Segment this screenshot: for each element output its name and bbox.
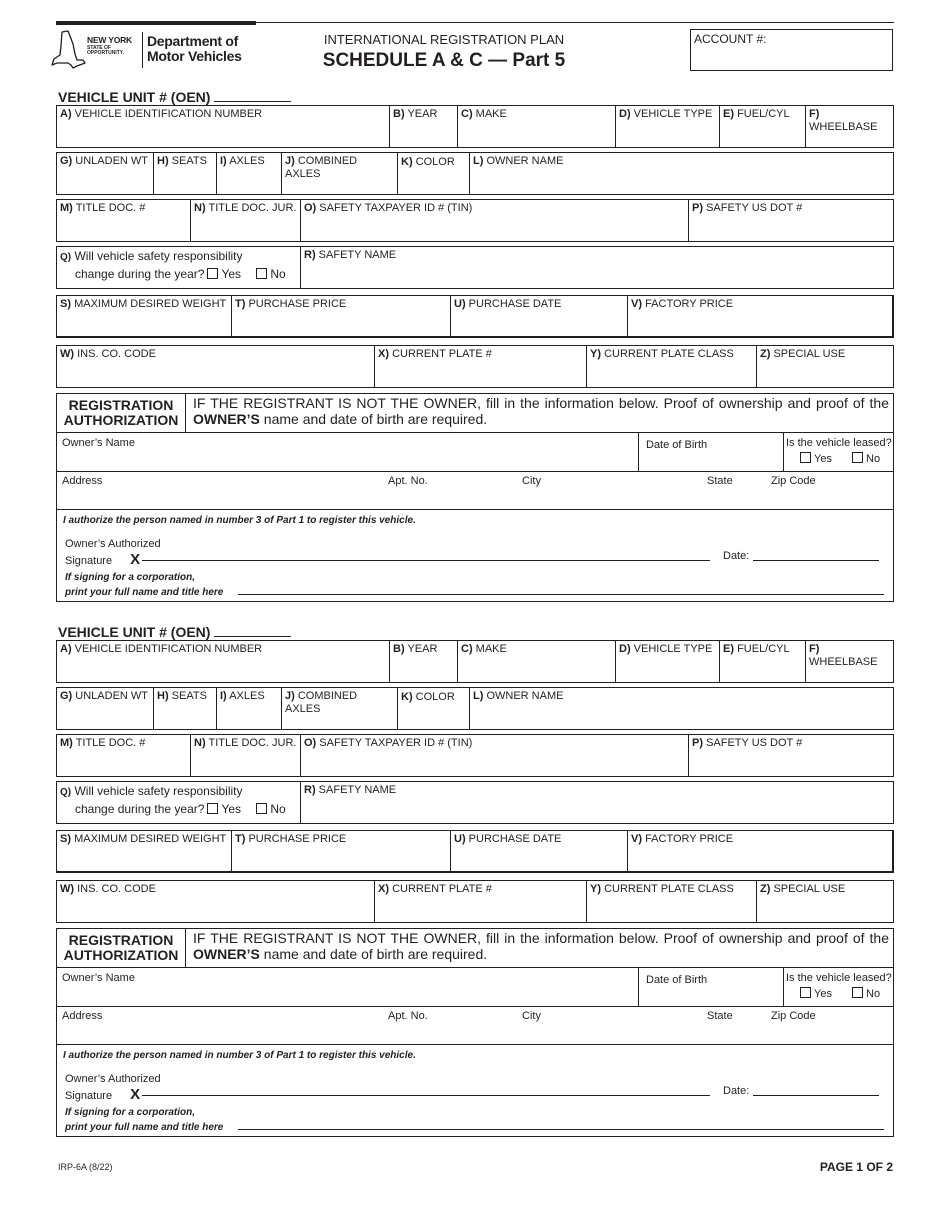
title-doc-jurisdiction-field[interactable]: N) TITLE DOC. JUR. bbox=[190, 200, 300, 241]
vehicle-unit-number-field[interactable] bbox=[214, 90, 291, 102]
title-doc-number-field[interactable]: M) TITLE DOC. # bbox=[60, 202, 146, 214]
vin-field[interactable]: A) VEHICLE IDENTIFICATION NUMBER bbox=[60, 643, 263, 655]
signature-date-line[interactable] bbox=[753, 1095, 879, 1096]
wheelbase-field[interactable]: F) WHEELBASE bbox=[805, 641, 893, 682]
leased-no-checkbox[interactable] bbox=[852, 452, 863, 463]
safety-responsibility-question: Q) Will vehicle safety responsibility change during the year? Yes No bbox=[60, 249, 286, 281]
vehicle-type-field[interactable]: D) VEHICLE TYPE bbox=[615, 106, 719, 147]
signature-date-label: Date: bbox=[723, 550, 750, 562]
owner-dob-field[interactable]: Date of Birth bbox=[646, 439, 708, 451]
agency-name: Department of Motor Vehicles bbox=[147, 33, 242, 64]
registration-authorization-section bbox=[56, 393, 894, 602]
special-use-field[interactable]: Z) SPECIAL USE bbox=[756, 346, 893, 387]
leased-no-option: No bbox=[849, 452, 880, 465]
registration-authorization-label: REGISTRATION AUTHORIZATION bbox=[57, 394, 186, 432]
safety-name-field[interactable]: R) SAFETY NAME bbox=[300, 247, 893, 288]
corporation-signer-note: If signing for a corporation, print your full name and title here bbox=[65, 572, 224, 598]
vehicle-row-3 bbox=[56, 734, 894, 777]
new-york-state-icon bbox=[50, 30, 86, 70]
leased-question: Is the vehicle leased? bbox=[786, 437, 892, 449]
dmv-logo bbox=[50, 30, 260, 72]
header-rule-thin bbox=[256, 22, 894, 23]
corporation-signer-note: If signing for a corporation, print your full name and title here bbox=[65, 1107, 224, 1133]
seats-field[interactable]: H) SEATS bbox=[153, 153, 216, 194]
safety-change-yes-checkbox[interactable] bbox=[207, 268, 218, 279]
combined-axles-field[interactable]: J) COMBINED AXLES bbox=[281, 688, 397, 729]
owner-signature-label: Owner’s Authorized Signature X bbox=[65, 1073, 161, 1103]
fuel-cyl-field[interactable]: E) FUEL/CYL bbox=[719, 641, 805, 682]
vehicle-row-5 bbox=[56, 830, 894, 873]
vehicle-unit-title: VEHICLE UNIT # (OEN) bbox=[58, 89, 291, 105]
current-plate-class-field[interactable]: Y) CURRENT PLATE CLASS bbox=[586, 881, 756, 922]
leased-no-checkbox[interactable] bbox=[852, 987, 863, 998]
signature-date-line[interactable] bbox=[753, 560, 879, 561]
safety-us-dot-field[interactable]: P) SAFETY US DOT # bbox=[688, 735, 893, 776]
corporation-name-title-line[interactable] bbox=[238, 1129, 884, 1130]
purchase-date-field[interactable]: U) PURCHASE DATE bbox=[450, 831, 627, 873]
unladen-weight-field[interactable]: G) UNLADEN WT bbox=[60, 155, 149, 167]
account-number-field[interactable]: ACCOUNT #: bbox=[690, 29, 893, 71]
authorization-instructions: IF THE REGISTRANT IS NOT THE OWNER, fill in the information below. Proof of ownership and proof of the OWNER’S name and date of birth are required. bbox=[193, 395, 889, 427]
year-field[interactable]: B) YEAR bbox=[389, 641, 457, 682]
max-desired-weight-field[interactable]: S) MAXIMUM DESIRED WEIGHT bbox=[60, 298, 227, 310]
logo-state-of: STATE OF OPPORTUNITY. bbox=[87, 45, 124, 57]
year-field[interactable]: B) YEAR bbox=[389, 106, 457, 147]
current-plate-class-field[interactable]: Y) CURRENT PLATE CLASS bbox=[586, 346, 756, 387]
authorization-statement: I authorize the person named in number 3 of Part 1 to register this vehicle. bbox=[63, 515, 416, 526]
apt-number-field[interactable]: Apt. No. bbox=[388, 1010, 428, 1022]
vehicle-row-1 bbox=[56, 640, 894, 683]
leased-yes-checkbox[interactable] bbox=[800, 987, 811, 998]
vehicle-row-4 bbox=[56, 246, 894, 289]
address-field[interactable]: Address bbox=[62, 475, 103, 487]
leased-yes-option: Yes bbox=[797, 452, 832, 465]
vehicle-row-1 bbox=[56, 105, 894, 148]
fuel-cyl-field[interactable]: E) FUEL/CYL bbox=[719, 106, 805, 147]
vehicle-row-6 bbox=[56, 345, 894, 388]
safety-change-no-checkbox[interactable] bbox=[256, 268, 267, 279]
factory-price-field[interactable]: V) FACTORY PRICE bbox=[627, 831, 891, 873]
safety-change-no-checkbox[interactable] bbox=[256, 803, 267, 814]
safety-tin-field[interactable]: O) SAFETY TAXPAYER ID # (TIN) bbox=[300, 200, 688, 241]
owner-signature-label: Owner’s Authorized Signature X bbox=[65, 538, 161, 568]
unladen-weight-field[interactable]: G) UNLADEN WT bbox=[60, 690, 149, 702]
title-doc-jurisdiction-field[interactable]: N) TITLE DOC. JUR. bbox=[190, 735, 300, 776]
title-doc-number-field[interactable]: M) TITLE DOC. # bbox=[60, 737, 146, 749]
owner-dob-field[interactable]: Date of Birth bbox=[646, 974, 708, 986]
zip-code-field[interactable]: Zip Code bbox=[771, 1010, 816, 1022]
make-field[interactable]: C) MAKE bbox=[457, 641, 615, 682]
leased-no-option: No bbox=[849, 987, 880, 1000]
wheelbase-field[interactable]: F) WHEELBASE bbox=[805, 106, 893, 147]
state-field[interactable]: State bbox=[707, 475, 733, 487]
owner-name-field[interactable]: L) OWNER NAME bbox=[469, 153, 893, 194]
city-field[interactable]: City bbox=[522, 1010, 541, 1022]
zip-code-field[interactable]: Zip Code bbox=[771, 475, 816, 487]
safety-name-field[interactable]: R) SAFETY NAME bbox=[300, 782, 893, 823]
corporation-name-title-line[interactable] bbox=[238, 594, 884, 595]
purchase-date-field[interactable]: U) PURCHASE DATE bbox=[450, 296, 627, 338]
vehicle-unit-number-field[interactable] bbox=[214, 625, 291, 637]
max-desired-weight-field[interactable]: S) MAXIMUM DESIRED WEIGHT bbox=[60, 833, 227, 845]
color-field[interactable]: K) COLOR bbox=[397, 688, 469, 729]
header-rule-thick bbox=[56, 21, 256, 25]
program-title: INTERNATIONAL REGISTRATION PLAN bbox=[323, 32, 565, 47]
insurance-code-field[interactable]: W) INS. CO. CODE bbox=[60, 883, 156, 895]
axles-field[interactable]: I) AXLES bbox=[216, 688, 281, 729]
vin-field[interactable]: A) VEHICLE IDENTIFICATION NUMBER bbox=[60, 108, 263, 120]
city-field[interactable]: City bbox=[522, 475, 541, 487]
vehicle-row-2 bbox=[56, 687, 894, 730]
current-plate-field[interactable]: X) CURRENT PLATE # bbox=[374, 881, 586, 922]
apt-number-field[interactable]: Apt. No. bbox=[388, 475, 428, 487]
purchase-price-field[interactable]: T) PURCHASE PRICE bbox=[231, 831, 450, 871]
owner-signature-line[interactable] bbox=[142, 1095, 710, 1096]
vehicle-row-4 bbox=[56, 781, 894, 824]
owners-name-field[interactable]: Owner’s Name bbox=[62, 437, 135, 449]
color-field[interactable]: K) COLOR bbox=[397, 153, 469, 194]
safety-tin-field[interactable]: O) SAFETY TAXPAYER ID # (TIN) bbox=[300, 735, 688, 776]
vehicle-row-3 bbox=[56, 199, 894, 242]
safety-responsibility-question: Q) Will vehicle safety responsibility change during the year? Yes No bbox=[60, 784, 286, 816]
address-field[interactable]: Address bbox=[62, 1010, 103, 1022]
owners-name-field[interactable]: Owner’s Name bbox=[62, 972, 135, 984]
combined-axles-field[interactable]: J) COMBINED AXLES bbox=[281, 153, 397, 194]
leased-yes-checkbox[interactable] bbox=[800, 452, 811, 463]
page-title: SCHEDULE A & C — Part 5 bbox=[322, 50, 566, 71]
vehicle-type-field[interactable]: D) VEHICLE TYPE bbox=[615, 641, 719, 682]
vehicle-row-2 bbox=[56, 152, 894, 195]
insurance-code-field[interactable]: W) INS. CO. CODE bbox=[60, 348, 156, 360]
leased-question: Is the vehicle leased? bbox=[786, 972, 892, 984]
factory-price-field[interactable]: V) FACTORY PRICE bbox=[627, 296, 891, 338]
logo-new-york: NEW YORK bbox=[87, 35, 132, 45]
leased-yes-option: Yes bbox=[797, 987, 832, 1000]
vehicle-row-6 bbox=[56, 880, 894, 923]
signature-date-label: Date: bbox=[723, 1085, 750, 1097]
axles-field[interactable]: I) AXLES bbox=[216, 153, 281, 194]
special-use-field[interactable]: Z) SPECIAL USE bbox=[756, 881, 893, 922]
purchase-price-field[interactable]: T) PURCHASE PRICE bbox=[231, 296, 450, 336]
registration-authorization-section bbox=[56, 928, 894, 1137]
authorization-statement: I authorize the person named in number 3 of Part 1 to register this vehicle. bbox=[63, 1050, 416, 1061]
make-field[interactable]: C) MAKE bbox=[457, 106, 615, 147]
vehicle-unit-title: VEHICLE UNIT # (OEN) bbox=[58, 624, 291, 640]
vehicle-row-5 bbox=[56, 295, 894, 338]
page-number: PAGE 1 OF 2 bbox=[819, 1160, 893, 1174]
registration-authorization-label: REGISTRATION AUTHORIZATION bbox=[57, 929, 186, 967]
authorization-instructions: IF THE REGISTRANT IS NOT THE OWNER, fill in the information below. Proof of ownership and proof of the OWNER’S name and date of birth are required. bbox=[193, 930, 889, 962]
safety-change-yes-checkbox[interactable] bbox=[207, 803, 218, 814]
form-id: IRP-6A (8/22) bbox=[58, 1162, 113, 1172]
seats-field[interactable]: H) SEATS bbox=[153, 688, 216, 729]
current-plate-field[interactable]: X) CURRENT PLATE # bbox=[374, 346, 586, 387]
safety-us-dot-field[interactable]: P) SAFETY US DOT # bbox=[688, 200, 893, 241]
owner-signature-line[interactable] bbox=[142, 560, 710, 561]
state-field[interactable]: State bbox=[707, 1010, 733, 1022]
owner-name-field[interactable]: L) OWNER NAME bbox=[469, 688, 893, 729]
